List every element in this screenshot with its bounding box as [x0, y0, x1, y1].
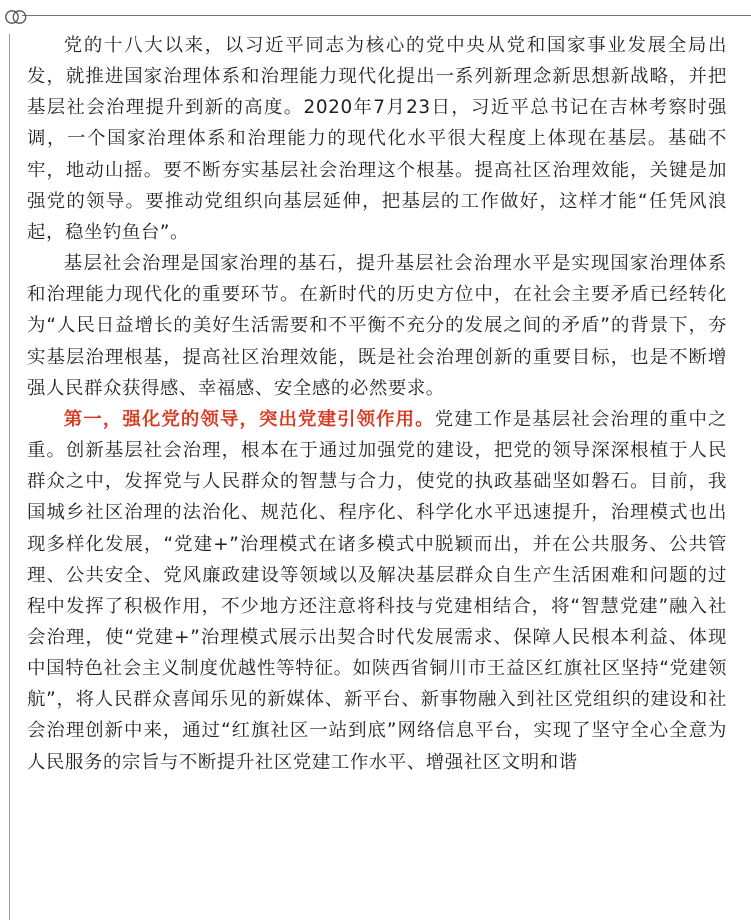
left-border-line: [9, 34, 10, 920]
article-body: [27, 30, 727, 778]
paragraph-intro: [27, 30, 727, 248]
top-rule-line: [22, 15, 751, 16]
paragraph-first-point-lead: 第一，强化党的领导，突出党建引领作用。: [63, 408, 435, 430]
paragraph-grassroots-governance: [27, 248, 727, 404]
double-circle-ornament-icon: [2, 6, 32, 28]
paragraph-first-point: [27, 404, 727, 778]
paragraph-grassroots-governance-text: 基层社会治理是国家治理的基石，提升基层社会治理水平是实现国家治理体系和治理能力现代化的重要环节。在新时代的历史方位中，在社会主要矛盾已经转化为“人民日益增长的美好生活需要和不平衡不充分的发展之间的矛盾”的背景下，夯实基层治理根基，提高社区治理效能，既是社会治理创新的重要目标，也是不断增强人民群众获得感、幸福感、安全感的必然要求。: [27, 253, 727, 399]
paragraph-intro-text: 党的十八大以来，以习近平同志为核心的党中央从党和国家事业发展全局出发，就推进国家治理体系和治理能力现代化提出一系列新理念新思想新战略，并把基层社会治理提升到新的高度。2020年7月23日，习近平总书记在吉林考察时强调，一个国家治理体系和治理能力的现代化水平很大程度上体现在基层。基础不牢，地动山摇。要不断夯实基层社会治理这个根基。提高社区治理效能，关键是加强党的领导。要推动党组织向基层延伸，把基层的工作做好，这样才能“任凭风浪起，稳坐钓鱼台”。: [27, 35, 727, 243]
paragraph-first-point-text: 党建工作是基层社会治理的重中之重。创新基层社会治理，根本在于通过加强党的建设，把党的领导深深根植于人民群众之中，发挥党与人民群众的智慧与合力，使党的执政基础坚如磐石。目前，我国城乡社区治理的法治化、规范化、程序化、科学化水平迅速提升，治理模式也出现多样化发展，“党建+”治理模式在诸多模式中脱颖而出，并在公共服务、公共管理、公共安全、党风廉政建设等领域以及解决基层群众自生产生活困难和问题的过程中发挥了积极作用，不少地方还注意将科技与党建相结合，将“智慧党建”融入社会治理，使“党建+”治理模式展示出契合时代发展需求、保障人民根本利益、体现中国特色社会主义制度优越性等特征。如陕西省铜川市王益区红旗社区坚持“党建领航”，将人民群众喜闻乐见的新媒体、新平台、新事物融入到社区党组织的建设和社会治理创新中来，通过“红旗社区一站到底”网络信息平台，实现了坚守全心全意为人民服务的宗旨与不断提升社区党建工作水平、增强社区文明和谐: [27, 408, 727, 773]
